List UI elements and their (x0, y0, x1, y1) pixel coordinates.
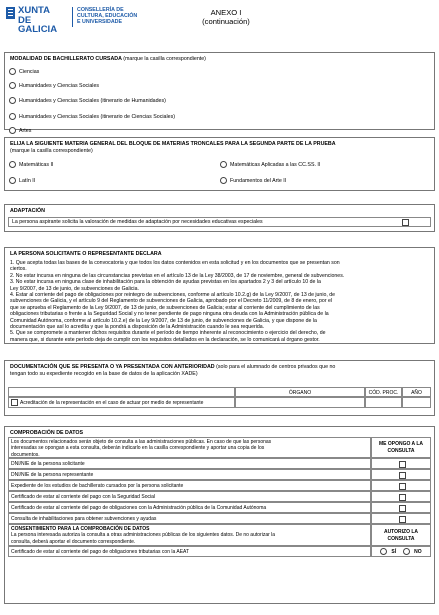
logo-divider (72, 7, 73, 27)
radio-button[interactable] (9, 97, 16, 104)
doc-checkbox[interactable] (11, 399, 18, 406)
radio-si[interactable] (380, 548, 387, 555)
radio-button[interactable] (9, 82, 16, 89)
declara-section (4, 247, 435, 344)
doc-organo-input[interactable] (235, 397, 365, 408)
doc-col-ano: AÑO (402, 387, 431, 397)
comprobacion-row: Certificado de estar al corriente del pago de obligaciones con la Administración pública de la Comunidad Autónoma (8, 502, 371, 513)
section-title: ADAPTACIÓN (10, 208, 45, 214)
oppose-cell (371, 480, 431, 491)
oppose-cell (371, 491, 431, 502)
annex-title: ANEXO I (210, 8, 242, 17)
documentacion-section (4, 360, 435, 416)
section-title: DOCUMENTACIÓN QUE SE PRESENTA O YA PRESENTADA CON ANTERIORIDAD (solo para el alumnado de centros privados que no tengan todo su expediente recogido en la base de datos de la aplicación XADE) (10, 364, 336, 377)
option-artes[interactable]: Artes (9, 127, 31, 134)
option-ciencias[interactable]: Ciencias (9, 68, 39, 75)
comprobacion-row: Consulta de inhabilitaciones para obtener subvenciones y ayudas (8, 513, 371, 524)
oppose-checkbox[interactable] (399, 461, 406, 468)
consent-block: CONSENTIMIENTO PARA LA COMPROBACIÓN DE DATOS La persona interesada autoriza la consulta a otras administraciones públicas de los siguientes datos. De no autorizar la consulta, deberá aportar el documento correspondiente. (8, 524, 371, 546)
doc-header-spacer (8, 387, 235, 397)
section-title: ELIJA LA SIGUIENTE MATERIA GENERAL DEL BLOQUE DE MATERIAS TRONCALES PARA LA SEGUNDA PARTE DE LA PRUEBA (marque la casilla correspondiente) (10, 141, 336, 154)
logo-department: CONSELLERÍA DE CULTURA, EDUCACIÓN E UNIVERSIDADE (77, 7, 138, 26)
option-latin-ii[interactable]: Latín II (9, 177, 35, 184)
xunta-logo (6, 5, 72, 33)
radio-no[interactable] (403, 548, 410, 555)
comprobacion-intro: Los documentos relacionados serán objeto de consulta a las administraciones públicas. En caso de que las personas interesadas se opongan a esta consulta, deberán indicarlo en la casilla correspondiente y aportar una copia de los documentos. (8, 437, 371, 458)
oppose-cell (371, 469, 431, 480)
materia-section (4, 137, 435, 191)
section-title: MODALIDAD DE BACHILLERATO CURSADA (marque la casilla correspondiente) (10, 56, 206, 62)
option-humanidades-ccss[interactable]: Humanidades y Ciencias Sociales (9, 82, 99, 89)
comprobacion-section (4, 426, 435, 604)
declaration-list: 1. Que acepta todas las bases de la convocatoria y que todos los datos contenidos en esta solicitud y en los documentos que se presentan son ciertos. 2. No estar incursa en ninguna de las circunstancias previstas en el artículo 13 de la Ley 38/2003, de 17 de noviembre, general de subvenciones. 3. No estar incursa en ninguna clase de inhabilitación para la obtención de ayudas previstas en los apartados 2 y 3 del artículo 10 de la Ley 9/2007, de 13 de junio, de subvenciones de Galicia. 4. Estar al corriente del pago de obligaciones por reintegro de subvenciones, conforme al artículo 10.2.g) de la Ley 9/2007, de 13 de junio, de subvenciones de Galicia, y el artículo 9 del Reglamento de subvenciones de Galicia, aprobado por el Decreto 11/2009, de 8 de enero, por el que se aprueba el Reglamento de la Ley 9/2007, de 13 de junio, de subvenciones de Galicia; estar al corriente del cumplimiento de las obligaciones tributarias o frente a la Seguridad Social y no tener pendiente de pago ninguna otra deuda con la Administración pública de la Comunidad Autónoma, conforme al artículo 10.2.e) de la Ley 9/2007, de 13 de junio, de subvenciones de Galicia, y que dispone de la documentación que así lo acredita y que la pondrá a disposición de la Administración cuando le sea requerida. 5. Que se compromete a mantener dichos requisitos durante el período de tiempo inherente al reconocimiento o ejercicio del derecho, de manera que, si durante este período deja de cumplir con los requisitos detallados en la declaración, se lo comunicará al órgano gestor. (10, 260, 345, 343)
annex-subtitle: (continuación) (202, 17, 250, 26)
section-title: COMPROBACIÓN DE DATOS (10, 430, 84, 436)
logo-line2: DE GALICIA (18, 14, 58, 35)
comprobacion-row: DNI/NIE de la persona solicitante (8, 458, 371, 469)
doc-col-organo: ÓRGANO (235, 387, 365, 397)
radio-button[interactable] (220, 177, 227, 184)
doc-col-cod: CÓD. PROC. (365, 387, 402, 397)
oppose-cell (371, 502, 431, 513)
oppose-header: ME OPONGO A LA CONSULTA (371, 437, 431, 458)
oppose-checkbox[interactable] (399, 483, 406, 490)
authorize-cell: SÍ NO (371, 546, 431, 557)
adaptacion-row: La persona aspirante solicita la valoración de medidas de adaptación por necesidades educativas especiales (8, 217, 431, 227)
option-itinerario-ccss[interactable]: Humanidades y Ciencias Sociales (itinerario de Ciencias Sociales) (9, 113, 175, 120)
logo-emblem-icon (6, 7, 16, 21)
comprobacion-row: DNI/NIE de la persona representante (8, 469, 371, 480)
logo-line1: XUNTA (18, 5, 51, 16)
radio-button[interactable] (220, 161, 227, 168)
oppose-checkbox[interactable] (399, 494, 406, 501)
oppose-cell (371, 513, 431, 524)
option-fundamentos-arte[interactable]: Fundamentos del Arte II (220, 177, 286, 184)
option-matematicas-ccss[interactable]: Matemáticas Aplicadas a las CC.SS. II (220, 161, 320, 168)
oppose-checkbox[interactable] (399, 472, 406, 479)
option-itinerario-humanidades[interactable]: Humanidades y Ciencias Sociales (itinerario de Humanidades) (9, 97, 166, 104)
radio-button[interactable] (9, 68, 16, 75)
radio-button[interactable] (9, 127, 16, 134)
doc-ano-input[interactable] (402, 397, 431, 408)
annex-heading (196, 8, 256, 26)
doc-cod-input[interactable] (365, 397, 402, 408)
adaptacion-checkbox[interactable] (402, 219, 409, 226)
oppose-checkbox[interactable] (399, 505, 406, 512)
oppose-cell (371, 458, 431, 469)
radio-button[interactable] (9, 161, 16, 168)
comprobacion-row: Expediente de los estudios de bachillerato cursados por la persona solicitante (8, 480, 371, 491)
comprobacion-row: Certificado de estar al corriente del pago de obligaciones tributarias con la AEAT (8, 546, 371, 557)
option-matematicas-ii[interactable]: Matemáticas II (9, 161, 53, 168)
comprobacion-row: Certificado de estar al corriente del pago con la Seguridad Social (8, 491, 371, 502)
modalidad-section (4, 52, 435, 134)
doc-row-label: Acreditación de la representación en el caso de actuar por medio de representante (8, 397, 235, 408)
radio-button[interactable] (9, 113, 16, 120)
radio-button[interactable] (9, 177, 16, 184)
authorize-header: AUTORIZO LA CONSULTA (371, 524, 431, 546)
section-title: LA PERSONA SOLICITANTE O REPRESENTANTE DECLARA (10, 251, 162, 257)
adaptacion-section (4, 204, 435, 232)
oppose-checkbox[interactable] (399, 516, 406, 523)
